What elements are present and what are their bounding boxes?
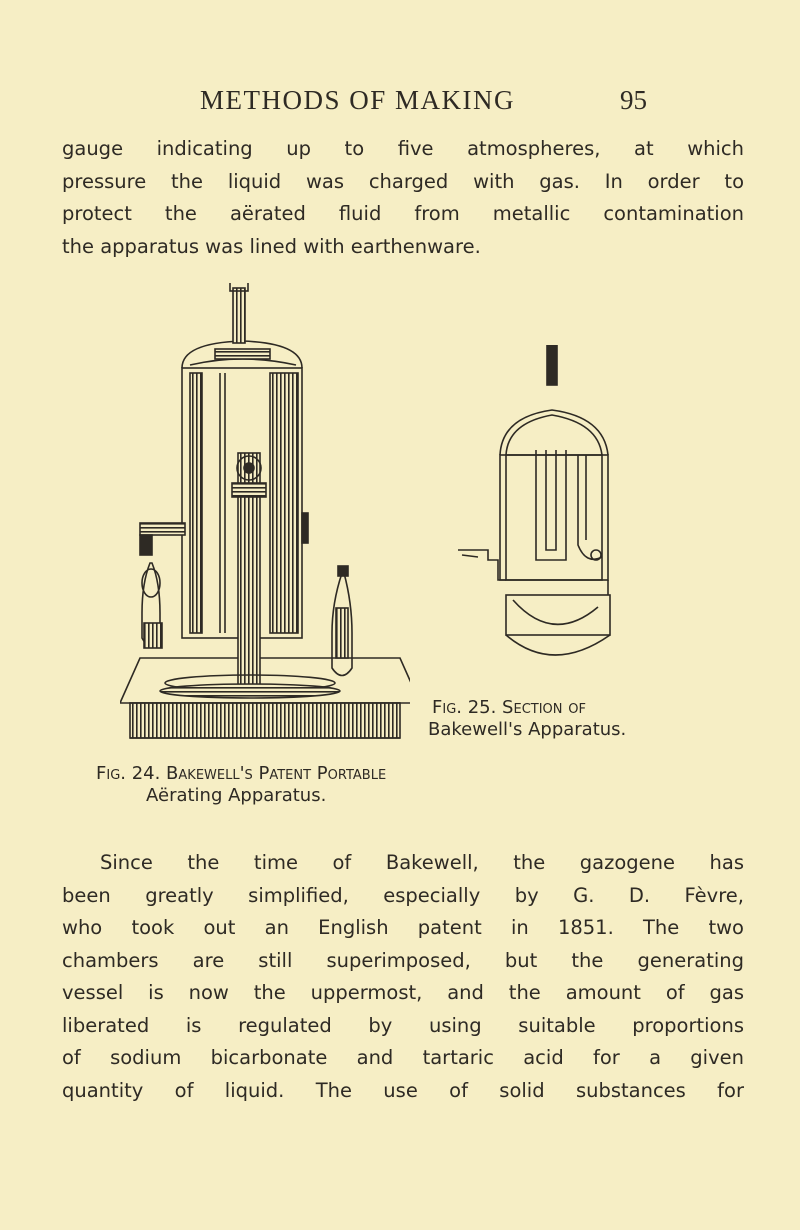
caption-line: Fig. 25. Section of [432, 697, 586, 718]
caption-line: Fig. 24. Bakewell's Patent Portable [96, 763, 387, 784]
paragraph-top [62, 133, 744, 263]
running-title: METHODS OF MAKING [200, 85, 516, 115]
figure-24-illustration [120, 283, 410, 753]
running-head [0, 85, 800, 125]
text-line: of sodium bicarbonate and tartaric acid for a given [62, 1046, 744, 1069]
text-line: been greatly simplified, especially by G. D. Fèvre, [62, 883, 744, 907]
text-line: who took out an English patent in 1851. The two [62, 916, 744, 939]
figure-25-illustration [458, 345, 618, 675]
caption-line: Aërating Apparatus. [146, 785, 327, 806]
text-line: chambers are still superimposed, but the generating [62, 948, 744, 972]
figure-25-caption [428, 697, 648, 741]
caption-line: Bakewell's Apparatus. [428, 719, 627, 740]
text-line: protect the aërated fluid from metallic contamination [62, 202, 744, 225]
page-number: 95 [620, 85, 647, 115]
paragraph-bottom [62, 847, 744, 1107]
text-line: the apparatus was lined with earthenware. [62, 234, 481, 258]
text-line: Since the time of Bakewell, the gazogene has [100, 851, 744, 874]
figure-24-caption [96, 763, 416, 807]
text-line: pressure the liquid was charged with gas. In order to [62, 169, 744, 193]
text-line: liberated is regulated by using suitable proportions [62, 1013, 744, 1037]
text-line: vessel is now the uppermost, and the amount of gas [62, 981, 744, 1004]
text-line: gauge indicating up to five atmospheres, at which [62, 137, 744, 160]
text-line: quantity of liquid. The use of solid substances for [62, 1078, 744, 1102]
